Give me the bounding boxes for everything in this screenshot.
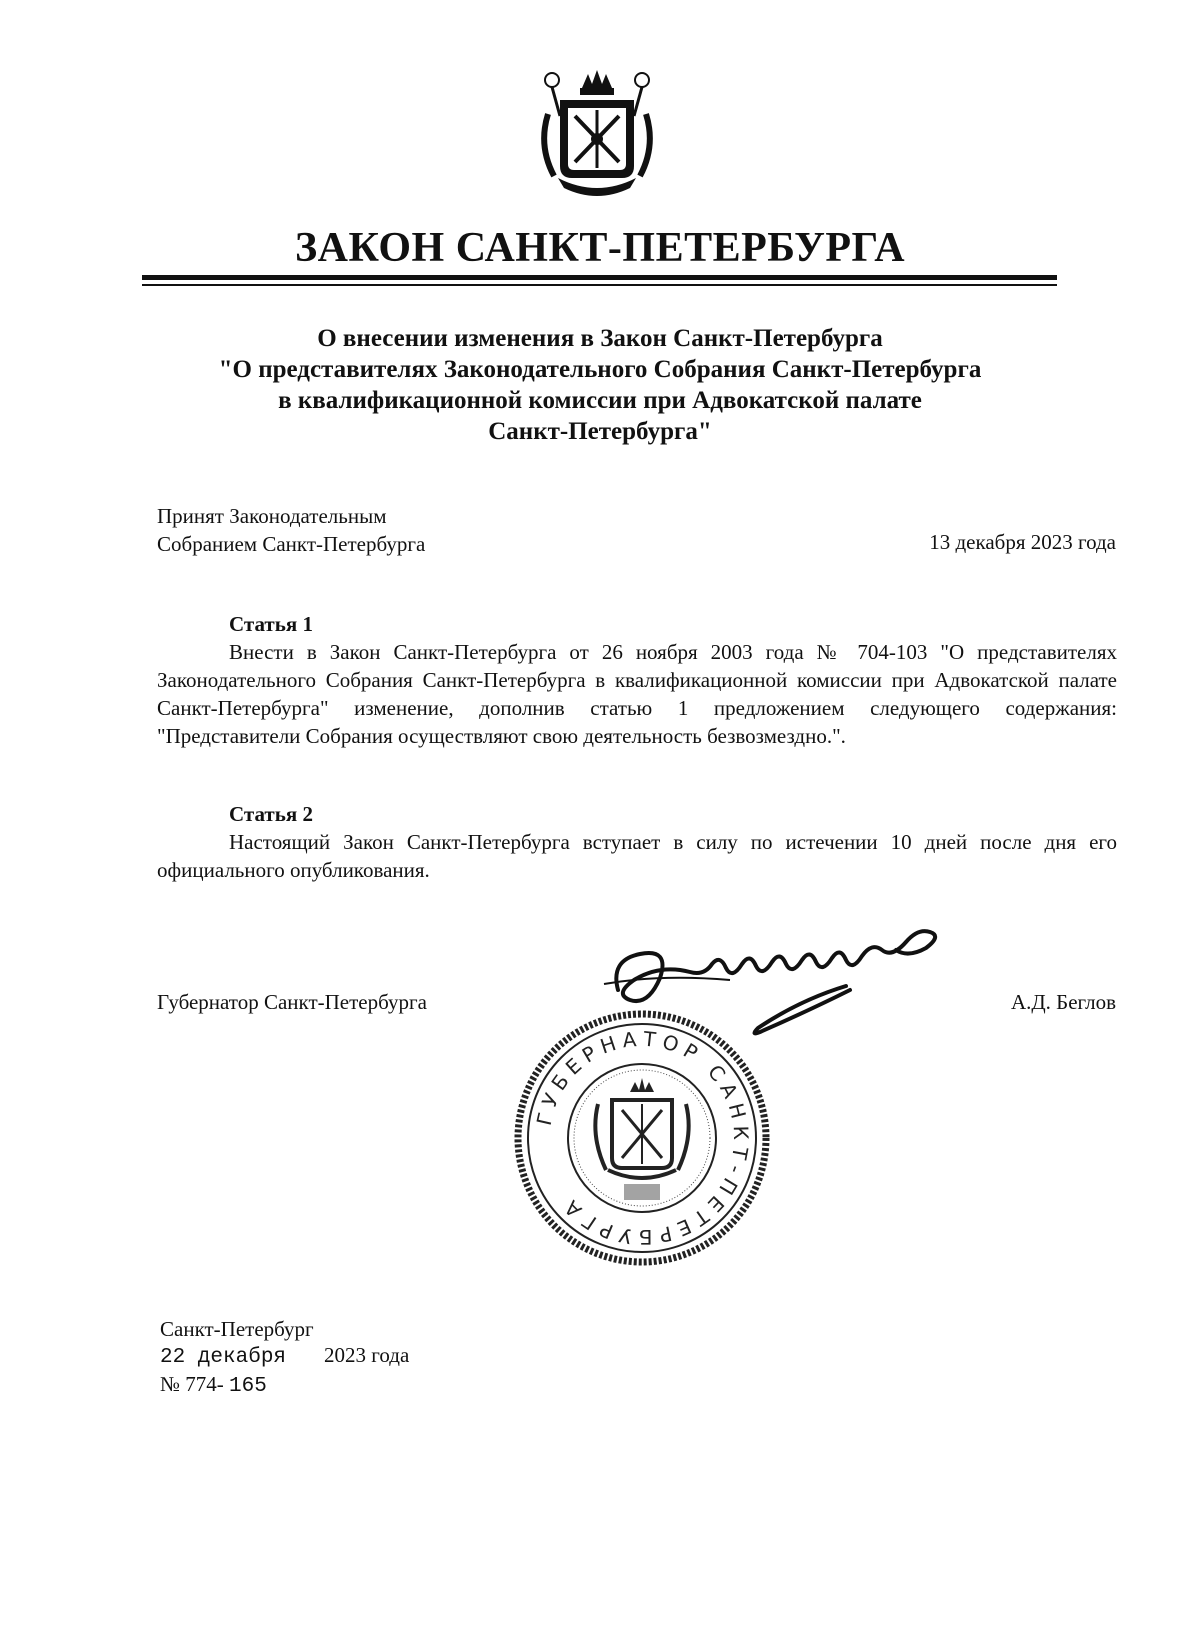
spb-coat-of-arms-icon bbox=[530, 66, 665, 201]
signatory-name: А.Д. Беглов bbox=[1010, 990, 1116, 1014]
subject-line: в квалификационной комиссии при Адвокатской палате bbox=[278, 387, 922, 414]
law-number-value: 165 bbox=[229, 1375, 267, 1398]
law-number bbox=[160, 1371, 409, 1400]
subject-line: О внесении изменения в Закон Санкт-Петербурга bbox=[317, 325, 883, 352]
article-text: Настоящий Закон Санкт-Петербурга вступает в силу по истечении 10 дней после дня его официального опубликования. bbox=[157, 830, 1117, 882]
article-1 bbox=[157, 610, 1117, 750]
signatory-position: Губернатор Санкт-Петербурга bbox=[157, 990, 427, 1014]
article-heading: Статья 2 bbox=[229, 802, 313, 826]
law-subject bbox=[160, 323, 1040, 447]
signing-city: Санкт-Петербург bbox=[160, 1317, 314, 1341]
title-rule-thin bbox=[142, 284, 1057, 286]
article-heading: Статья 1 bbox=[229, 612, 313, 636]
governor-seal-icon bbox=[512, 1008, 772, 1268]
adoption-date: 13 декабря 2023 года bbox=[929, 530, 1116, 554]
law-title: ЗАКОН САНКТ-ПЕТЕРБУРГА bbox=[294, 225, 906, 271]
signing-date bbox=[160, 1342, 409, 1371]
title-rule-thick bbox=[142, 275, 1057, 280]
article-2 bbox=[157, 800, 1117, 884]
subject-line: Санкт-Петербурга" bbox=[488, 418, 712, 445]
adoption-statement bbox=[157, 502, 425, 558]
subject-line: "О представителях Законодательного Собрания Санкт-Петербурга bbox=[218, 356, 982, 383]
signing-year: 2023 года bbox=[324, 1343, 410, 1367]
article-text: Внести в Закон Санкт-Петербурга от 26 ноября 2003 года № 704-103 "О представителях Законодательного Собрания Санкт-Петербурга в квалификационной комиссии при Адвокатской палате Санкт-Петербурга" изменение, дополнив статью 1 предложением следующего содержания: "Представители Собрания осуществляют свою деятельность безвозмездно.". bbox=[157, 640, 1117, 748]
svg-text:ГУБЕРНАТОР САНКТ-ПЕТЕРБУРГА: ГУБЕРНАТОР САНКТ-ПЕТЕРБУРГА bbox=[531, 1026, 754, 1250]
signing-place-date bbox=[160, 1316, 409, 1400]
law-number-prefix: № 774- bbox=[160, 1372, 224, 1396]
adoption-line: Собранием Санкт-Петербурга bbox=[157, 532, 426, 556]
adoption-line: Принят Законодательным bbox=[157, 504, 387, 528]
handwritten-signature-icon bbox=[600, 920, 970, 1040]
signing-day-month: 22 декабря bbox=[160, 1346, 287, 1369]
